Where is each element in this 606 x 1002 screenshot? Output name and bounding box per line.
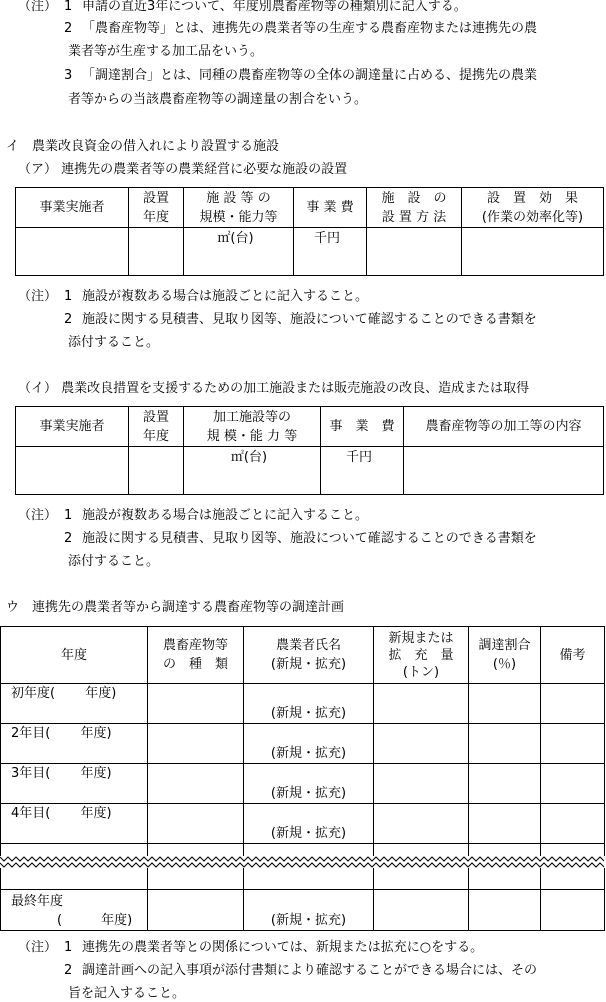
header-project-cost: 事 業 費 [294,188,367,228]
input-cell[interactable] [374,724,469,764]
input-cell[interactable] [541,804,605,844]
input-cell[interactable] [374,804,469,844]
input-cell[interactable] [148,684,244,724]
input-cell[interactable] [367,228,462,276]
input-cell[interactable] [404,447,604,495]
header-install-year: 設置 年度 [129,188,184,228]
header-processing-content: 農畜産物等の加工等の内容 [404,407,604,447]
input-cell[interactable] [541,724,605,764]
header-project-cost: 事 業 費 [321,407,404,447]
header-scale-capacity: 施 設 等 の 規模・能力等 [184,188,294,228]
header-quantity: 新規または 拡 充 量 (トン) [374,627,469,684]
note-number: 1 [64,289,73,304]
year-cell[interactable]: 3年目( 年度) [1,764,148,804]
header-procurement-ratio: 調達割合 (％) [469,627,541,684]
input-cell[interactable] [148,764,244,804]
note-text: 施設に関する見積書、見取り図等、施設について確認することのできる書類を [82,531,537,546]
note-label: （注） [18,289,58,304]
unit-cost[interactable]: 千円 [321,447,404,495]
input-cell[interactable] [541,764,605,804]
input-cell[interactable] [1,865,148,890]
table-row [1,764,605,804]
header-processing-scale: 加工施設等の 規 模・能 力 等 [184,407,321,447]
input-cell[interactable] [469,865,541,890]
input-cell[interactable] [462,228,604,276]
input-cell[interactable] [148,890,244,931]
note-text: 旨を記入すること。 [68,986,186,1001]
table-row-gap [1,865,605,890]
status-cell[interactable]: (新規・拡充) [244,684,374,724]
note-text: 施設に関する見積書、見取り図等、施設について確認することのできる書類を [82,312,537,327]
note-number: 1 [64,0,73,14]
facility-table-a [15,187,604,276]
header-install-effect: 設 置 効 果 (作業の効率化等) [462,188,604,228]
note-text: 添付すること。 [68,554,160,569]
table-row-final [1,890,605,931]
subsection-heading: （イ） 農業改良措置を支援するための加工施設または販売施設の改良、造成または取得 [18,381,530,396]
input-cell[interactable] [469,684,541,724]
status-cell[interactable]: (新規・拡充) [244,890,374,931]
note-text: 施設が複数ある場合は施設ごとに記入すること。 [82,508,369,523]
input-cell[interactable] [129,447,184,495]
subsection-heading: （ア） 連携先の農業者等の農業経営に必要な施設の設置 [18,162,348,177]
note-number: 3 [64,68,73,83]
input-cell[interactable] [16,447,129,495]
note-number: 2 [64,312,73,327]
input-cell[interactable] [469,890,541,931]
final-year-cell[interactable]: 最終年度 ( 年度) [1,890,148,931]
note-label: （注） [18,508,58,523]
unit-scale[interactable]: ㎡(台) [184,447,321,495]
header-install-method: 施 設 の 設 置 方 法 [367,188,462,228]
input-cell[interactable] [148,804,244,844]
note-text: 施設が複数ある場合は施設ごとに記入すること。 [82,289,369,304]
input-cell[interactable] [374,890,469,931]
note-text: 「農畜産物等」とは、連携先の農業者等の生産する農畜産物または連携先の農 [82,21,538,36]
input-cell[interactable] [148,724,244,764]
year-cell[interactable]: 2年目( 年度) [1,724,148,764]
note-text: 添付すること。 [68,335,160,350]
header-remarks: 備考 [541,627,605,684]
note-number: 1 [64,940,73,955]
year-cell[interactable]: 4年目( 年度) [1,804,148,844]
input-cell[interactable] [244,865,374,890]
note-text: 業者等が生産する加工品をいう。 [68,44,264,59]
note-text: 者等からの当該農畜産物等の調達量の割合をいう。 [68,92,368,107]
year-cell[interactable]: 初年度( 年度) [1,684,148,724]
header-implementer: 事業実施者 [16,188,129,228]
table-row [1,724,605,764]
header-year: 年度 [1,627,148,684]
unit-cost[interactable]: 千円 [294,228,367,276]
note-text: 「調達割合」とは、同種の農畜産物等の全体の調達量に占める、提携先の農業 [82,68,538,83]
input-cell[interactable] [129,228,184,276]
input-cell[interactable] [469,764,541,804]
input-cell[interactable] [16,228,129,276]
header-product-type: 農畜産物等 の 種 類 [148,627,244,684]
input-cell[interactable] [469,804,541,844]
input-cell[interactable] [541,684,605,724]
header-install-year: 設置 年度 [129,407,184,447]
input-cell[interactable] [541,865,605,890]
note-text: 連携先の農業者等との関係については、新規または拡充に○をする。 [82,940,484,955]
input-cell[interactable] [374,764,469,804]
note-number: 2 [64,963,73,978]
note-label: （注） [18,0,58,14]
note-number: 1 [64,508,73,523]
table-row [1,804,605,844]
status-cell[interactable]: (新規・拡充) [244,804,374,844]
header-farmer-name: 農業者氏名 (新規・拡充) [244,627,374,684]
section-heading: ウ 連携先の農業者等から調達する農畜産物等の調達計画 [6,600,345,615]
facility-table-b [15,406,604,495]
note-label: （注） [18,940,58,955]
section-heading: イ 農業改良資金の借入れにより設置する施設 [6,139,280,154]
input-cell[interactable] [148,865,244,890]
note-text: 申請の直近3年について、年度別農畜産物等の種類別に記入する。 [82,0,467,14]
input-cell[interactable] [469,724,541,764]
input-cell[interactable] [374,865,469,890]
status-cell[interactable]: (新規・拡充) [244,724,374,764]
header-implementer: 事業実施者 [16,407,129,447]
input-cell[interactable] [541,890,605,931]
unit-scale[interactable]: ㎡(台) [184,228,294,276]
procurement-plan-table [0,626,605,931]
note-number: 2 [64,21,73,36]
status-cell[interactable]: (新規・拡充) [244,764,374,804]
table-break-marker [0,856,606,868]
table-row [1,684,605,724]
note-text: 調達計画への記入事項が添付書類により確認することができる場合には、その [82,963,538,978]
input-cell[interactable] [374,684,469,724]
note-number: 2 [64,531,73,546]
